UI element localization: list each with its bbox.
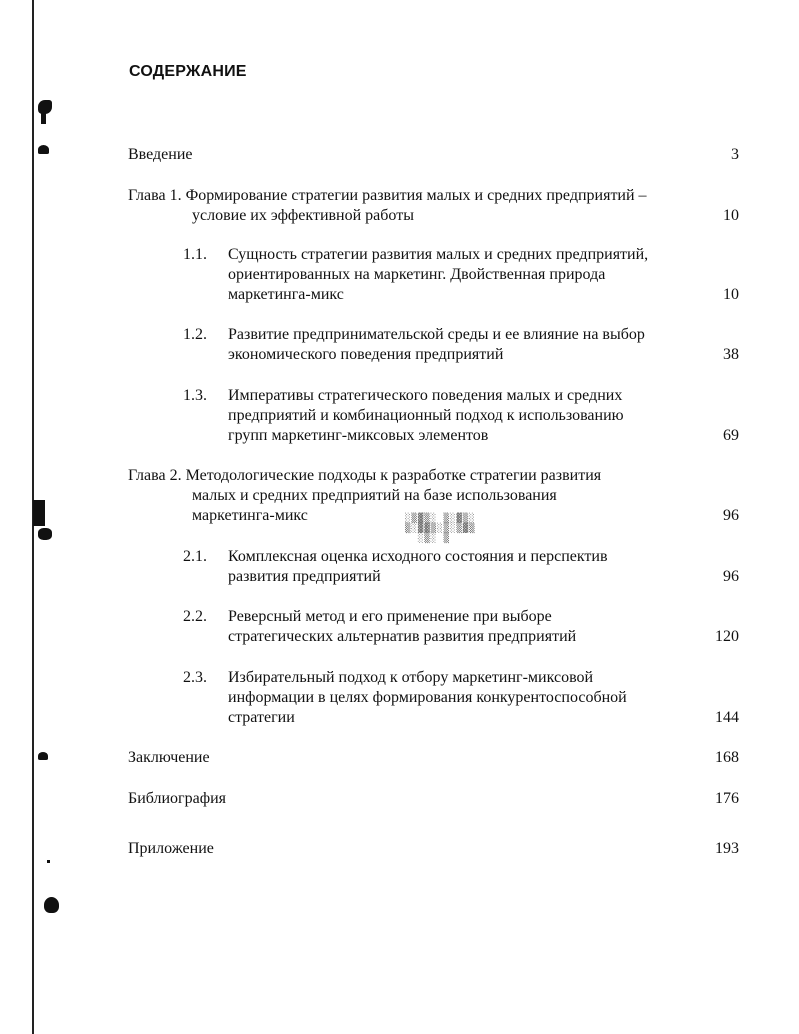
toc-entry-1-2-line2: экономического поведения предприятий (228, 346, 504, 363)
toc-page-conclusion: 168 (715, 749, 739, 766)
toc-entry-2-3-line1: Избирательный подход к отбору маркетинг-миксовой (228, 669, 594, 686)
faint-stamp-smudge: ░▒▓▒░ ▒░▓▒░ ▒░▓▓▒░▒░▒▓▒ ░▒░ ▒ (405, 514, 476, 544)
toc-entry-1-1-line1: Сущность стратегии развития малых и средних предприятий, (228, 246, 649, 263)
toc-page-1-3: 69 (723, 427, 739, 444)
toc-page-2-1: 96 (723, 568, 739, 585)
toc-entry-2-2-line1: Реверсный метод и его применение при выборе (228, 608, 552, 625)
scan-speck (44, 897, 59, 913)
toc-entry-chapter2-line2: малых и средних предприятий на базе использования (192, 487, 557, 504)
toc-entry-1-1-line2: ориентированных на маркетинг. Двойственная природа (228, 266, 606, 283)
toc-entry-intro: Введение (128, 146, 193, 163)
toc-page-chapter1: 10 (723, 207, 739, 224)
toc-entry-1-2-line1: Развитие предпринимательской среды и ее влияние на выбор (228, 326, 645, 343)
toc-entry-1-3-line1: Императивы стратегического поведения малых и средних (228, 387, 623, 404)
toc-entry-2-1-line1: Комплексная оценка исходного состояния и перспектив (228, 548, 608, 565)
toc-entry-2-3-line3: стратегии (228, 709, 295, 726)
toc-page-intro: 3 (731, 146, 739, 163)
toc-entry-2-2-line2: стратегических альтернатив развития предприятий (228, 628, 577, 645)
toc-entry-chapter1-line2: условие их эффективной работы (192, 207, 414, 224)
toc-num-2-3: 2.3. (183, 669, 207, 686)
toc-page-chapter2: 96 (723, 507, 739, 524)
toc-entry-1-3-line2: предприятий и комбинационный подход к использованию (228, 407, 624, 424)
toc-entry-appendix: Приложение (128, 840, 214, 857)
toc-page-1-1: 10 (723, 286, 739, 303)
toc-entry-chapter2-line1: Глава 2. Методологические подходы к разработке стратегии развития (128, 467, 602, 484)
toc-entry-conclusion: Заключение (128, 749, 210, 766)
scan-speck (33, 500, 45, 526)
toc-num-1-3: 1.3. (183, 387, 207, 404)
scan-speck (41, 112, 46, 124)
toc-page-bibliography: 176 (715, 790, 739, 807)
toc-entry-bibliography: Библиография (128, 790, 226, 807)
toc-entry-chapter1-line1: Глава 1. Формирование стратегии развития малых и средних предприятий – (128, 187, 647, 204)
page-title: СОДЕРЖАНИЕ (129, 63, 247, 80)
toc-num-1-1: 1.1. (183, 246, 207, 263)
toc-entry-1-3-line3: групп маркетинг-миксовых элементов (228, 427, 489, 444)
toc-page-appendix: 193 (715, 840, 739, 857)
toc-entry-2-3-line2: информации в целях формирования конкурентоспособной (228, 689, 627, 706)
scan-speck (47, 860, 50, 863)
toc-num-1-2: 1.2. (183, 326, 207, 343)
toc-page-1-2: 38 (723, 346, 739, 363)
toc-entry-2-1-line2: развития предприятий (228, 568, 381, 585)
scan-speck (38, 528, 52, 540)
scan-speck (38, 752, 48, 760)
toc-entry-chapter2-line3: маркетинга-микс (192, 507, 308, 524)
toc-page-2-2: 120 (715, 628, 739, 645)
scan-speck (38, 145, 49, 154)
toc-num-2-1: 2.1. (183, 548, 207, 565)
toc-page-2-3: 144 (715, 709, 739, 726)
toc-num-2-2: 2.2. (183, 608, 207, 625)
toc-entry-1-1-line3: маркетинга-микс (228, 286, 344, 303)
